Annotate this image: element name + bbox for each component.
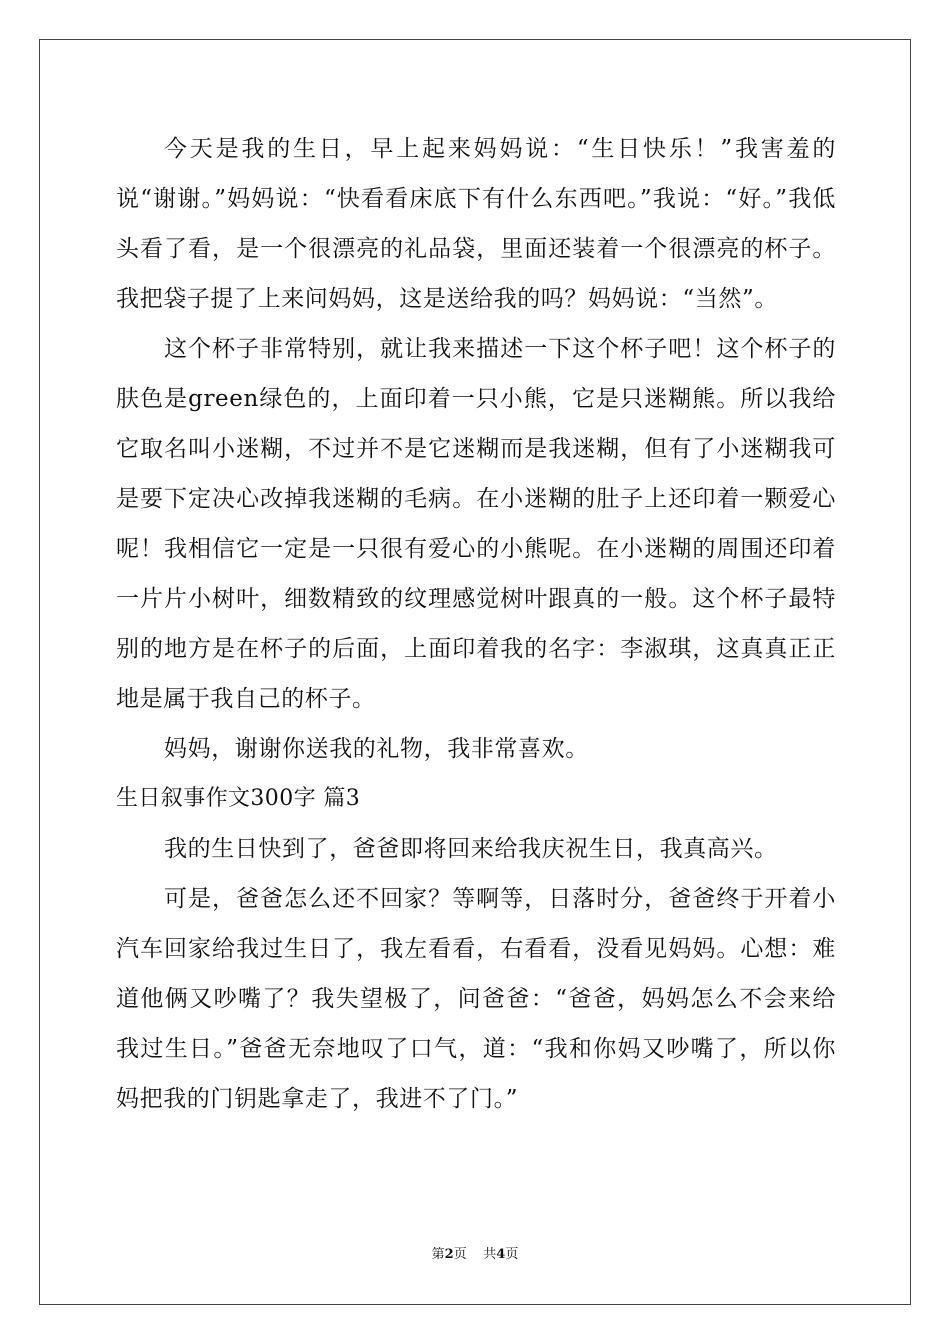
page-suffix: 页	[453, 1247, 467, 1262]
section-heading: 生日叙事作文300字 篇3	[116, 786, 361, 811]
paragraph-dad-returns: 可是，爸爸怎么还不回家？等啊等，日落时分，爸爸终于开着小汽车回家给我过生日了，我左看看，右看看，没看见妈妈。心想：难道他俩又吵嘴了？我失望极了，问爸爸：“爸爸，妈妈怎么不会来给我过生日。”爸爸无奈地叹了口气，道：“我和你妈又吵嘴了，所以你妈把我的门钥匙拿走了，我进不了门。”	[116, 886, 836, 1112]
page-total: 4	[496, 1247, 506, 1262]
page-footer	[0, 1245, 950, 1265]
paragraph-birthday-coming: 我的生日快到了，爸爸即将回来给我庆祝生日，我真高兴。	[164, 836, 778, 862]
paragraph-thanks-mom: 妈妈，谢谢你送我的礼物，我非常喜欢。	[164, 736, 589, 762]
paragraph-cup-description: 这个杯子非常特别，就让我来描述一下这个杯子吧！这个杯子的肤色是green绿色的，上面印着一只小熊，它是只迷糊熊。所以我给它取名叫小迷糊，不过并不是它迷糊而是我迷糊，但有了小迷糊我可是要下定决心改掉我迷糊的毛病。在小迷糊的肚子上还印着一颗爱心呢！我相信它一定是一只很有爱心的小熊呢。在小迷糊的周围还印着一片片小树叶，细数精致的纹理感觉树叶跟真的一般。这个杯子最特别的地方是在杯子的后面，上面印着我的名字：李淑琪，这真真正正地是属于我自己的杯子。	[116, 336, 836, 712]
page-prefix: 第	[431, 1247, 445, 1262]
total-prefix: 共	[483, 1247, 497, 1262]
page-current: 2	[444, 1247, 454, 1262]
total-suffix: 页	[505, 1247, 519, 1262]
paragraph-birthday-morning: 今天是我的生日，早上起来妈妈说：“生日快乐！”我害羞的说“谢谢。”妈妈说：“快看看床底下有什么东西吧。”我说：“好。”我低头看了看，是一个很漂亮的礼品袋，里面还装着一个很漂亮的杯子。我把袋子提了上来问妈妈，这是送给我的吗？妈妈说：“当然”。	[116, 136, 836, 312]
document-body	[116, 124, 836, 1124]
